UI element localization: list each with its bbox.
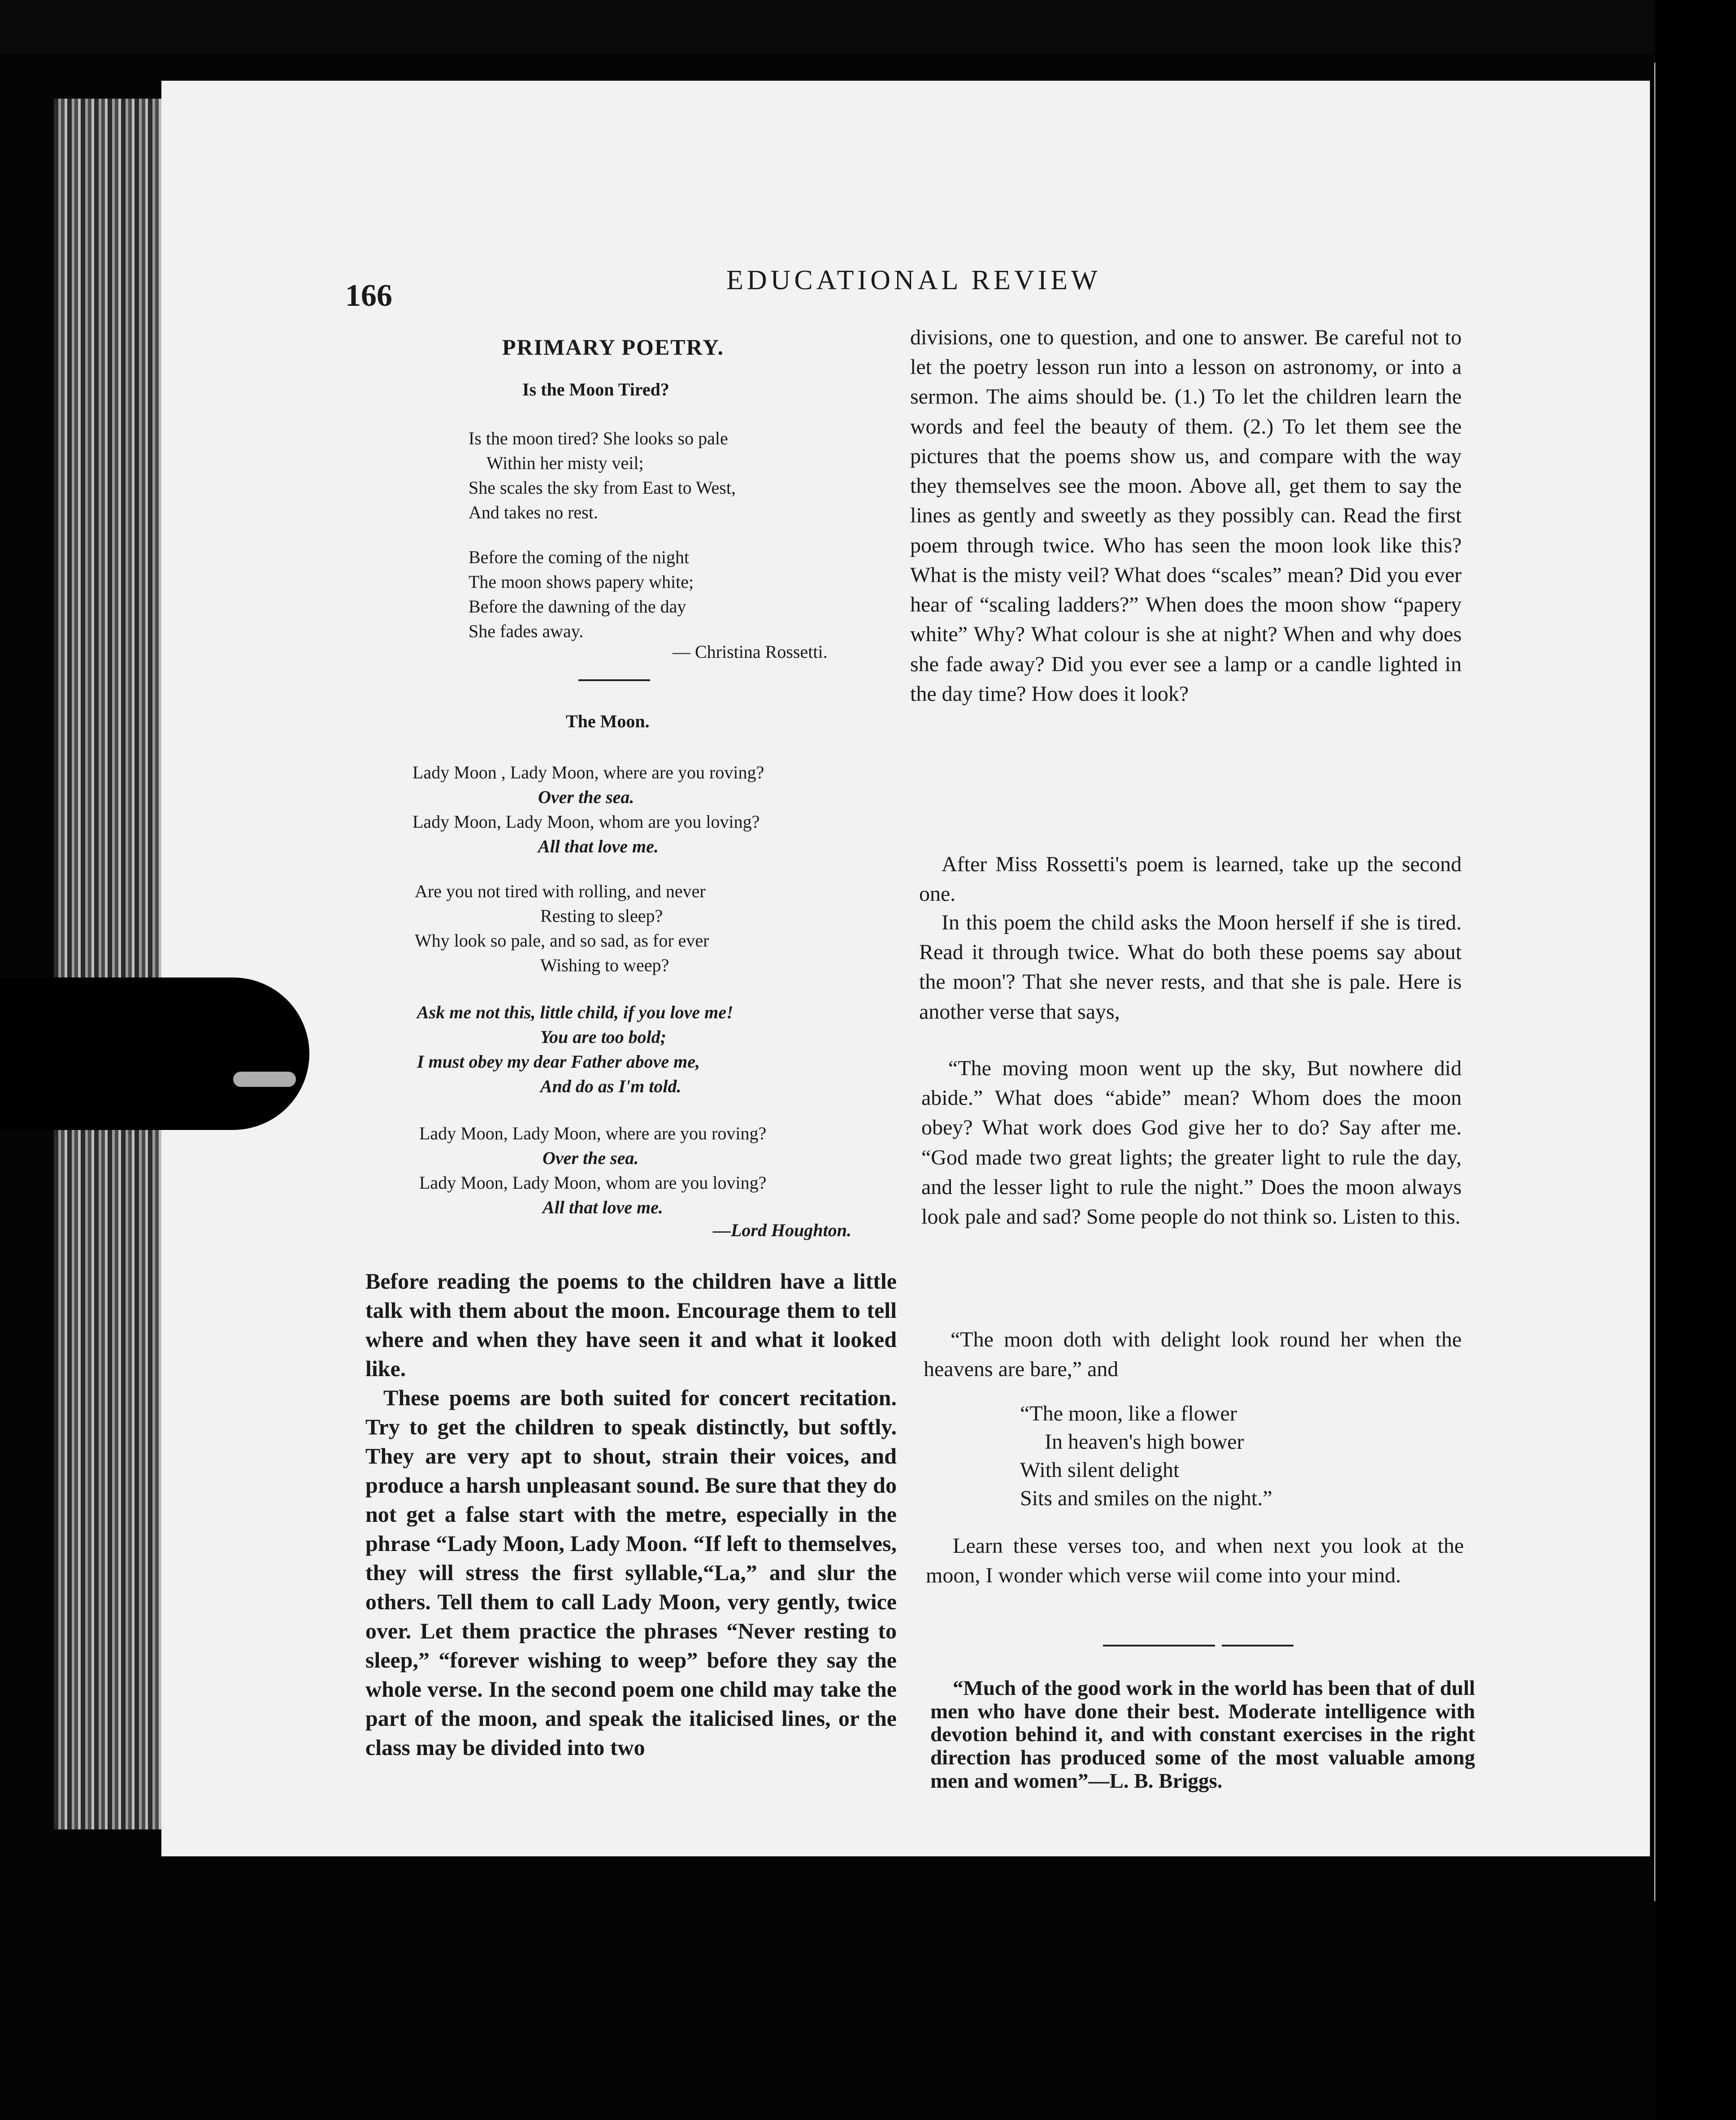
left-paragraph: These poems are both suited for concert recitation. Try to get the children to speak distinctly, but softly. They are very apt to shout, strain their voices, and produce a harsh unpleasant sound. Be sure that they do not get a false start with the metre, especially in the phrase “Lady Moon, Lady Moon. “If left to themselves, they will stress the first syllable,“La,” and slur the others. Tell them to call Lady Moon, very gently, twice over. Let them practice the phrases “Never resting to sleep,” “forever wishing to weep” before they say the whole verse. In the second poem one child may take the part of the moon, and speak the italicised lines, or the class may be divided into two — [365, 1385, 897, 1760]
moon-verse-line: With silent delight — [1020, 1458, 1180, 1482]
poem2-line: Lady Moon, Lady Moon, where are you roving? — [419, 1123, 767, 1143]
moon-verse-line: Sits and smiles on the night.” — [1020, 1486, 1272, 1510]
briggs-quote: “Much of the good work in the world has been that of dull men who have done their best. Moderate intelligence with devotion behind it, and with constant exercises in the right direction has produced some of the most valuable among men and women”—L. B. Briggs. — [930, 1677, 1475, 1793]
poem2-line: Lady Moon , Lady Moon, where are you roving? — [412, 762, 764, 782]
film-frame-top — [0, 0, 1736, 54]
poem1-line: And takes no rest. — [469, 502, 598, 522]
poem2-line: And do as I'm told. — [540, 1076, 681, 1096]
poem2-line: Lady Moon, Lady Moon, whom are you loving? — [419, 1173, 767, 1193]
left-paragraph: Before reading the poems to the children have a little talk with them about the moon. Encourage them to tell where and when they have seen it and what it looked like. — [365, 1269, 897, 1381]
poem1-line: She fades away. — [469, 621, 584, 641]
poem1-line: Within her misty veil; — [486, 453, 644, 473]
poem2-line: Ask me not this, little child, if you love me! — [417, 1002, 733, 1022]
poem2-line: You are too bold; — [540, 1027, 667, 1047]
poem2-line: Over the sea. — [538, 787, 634, 807]
right-paragraph: In this poem the child asks the Moon herself if she is tired. Read it through twice. What do both these poems say about the moon'? That she never rests, and that she is pale. Here is another verse that says, — [919, 911, 1462, 1024]
poem1-line: Before the dawning of the day — [469, 596, 686, 617]
poem2-line: Wishing to weep? — [540, 955, 669, 975]
running-head: EDUCATIONAL REVIEW — [726, 265, 1101, 295]
poem2-line: Over the sea. — [542, 1148, 639, 1168]
page-number: 166 — [345, 278, 392, 313]
divider — [1222, 1645, 1293, 1646]
poem2-line: Are you not tired with rolling, and never — [415, 881, 706, 901]
book-page-edges — [54, 99, 170, 1829]
poem1-line: The moon shows papery white; — [469, 572, 694, 592]
right-paragraph: Learn these verses too, and when next you look at the moon, I wonder which verse wiil come into your mind. — [926, 1534, 1464, 1588]
poem1-title: Is the Moon Tired? — [522, 379, 669, 400]
poem1-line: She scales the sky from East to West, — [469, 478, 736, 498]
finger-highlight — [233, 1072, 296, 1087]
moon-verse-line: In heaven's high bower — [1045, 1430, 1244, 1454]
poem2-line: All that love me. — [538, 836, 659, 856]
right-paragraph: “The moon doth with delight look round her when the heavens are bare,” and — [924, 1328, 1462, 1381]
poem1-author: — Christina Rossetti. — [673, 642, 828, 662]
film-frame-right — [1655, 0, 1736, 2120]
poem2-line: Lady Moon, Lady Moon, whom are you loving? — [412, 812, 760, 832]
finger-shadow — [0, 977, 309, 1130]
poem1-line: Before the coming of the night — [469, 547, 690, 567]
poem2-line: I must obey my dear Father above me, — [417, 1051, 700, 1072]
poem2-line: Why look so pale, and so sad, as for ever — [415, 930, 709, 951]
poem2-line: Resting to sleep? — [540, 906, 663, 926]
poem1-line: Is the moon tired? She looks so pale — [469, 428, 728, 448]
section-title: PRIMARY POETRY. — [502, 335, 725, 360]
poem2-author: —Lord Houghton. — [713, 1220, 851, 1240]
right-paragraph: “The moving moon went up the sky, But nowhere did abide.” What does “abide” mean? Whom does the moon obey? What work does God give her to do? Say after me. “God made two great lights; the greater light to rule the day, and the lesser light to rule the night.” Does the moon always look pale and sad? Some people do not think so. Listen to this. — [921, 1056, 1462, 1229]
moon-verse-line: “The moon, like a flower — [1020, 1402, 1237, 1425]
right-paragraph: After Miss Rossetti's poem is learned, take up the second one. — [919, 852, 1462, 906]
divider — [1103, 1645, 1215, 1646]
divider — [578, 679, 650, 681]
right-paragraph: divisions, one to question, and one to answer. Be careful not to let the poetry lesson run into a lesson on astronomy, or into a sermon. The aims should be. (1.) To let the children learn the words and feel the beauty of them. (2.) To let them see the pictures that the poems show us, and compare with the way they themselves see the moon. Above all, get them to say the lines as gently and sweetly as they possibly can. Read the first poem through twice. Who has seen the moon look like this? What is the misty veil? What does “scales” mean? Did you ever hear of “scaling ladders?” When does the moon show “papery white” Why? What colour is she at night? When and why does she fade away? Did you ever see a lamp or a candle lighted in the day time? How does it look? — [910, 326, 1462, 706]
poem2-line: All that love me. — [542, 1197, 663, 1217]
poem2-title: The Moon. — [566, 711, 650, 731]
